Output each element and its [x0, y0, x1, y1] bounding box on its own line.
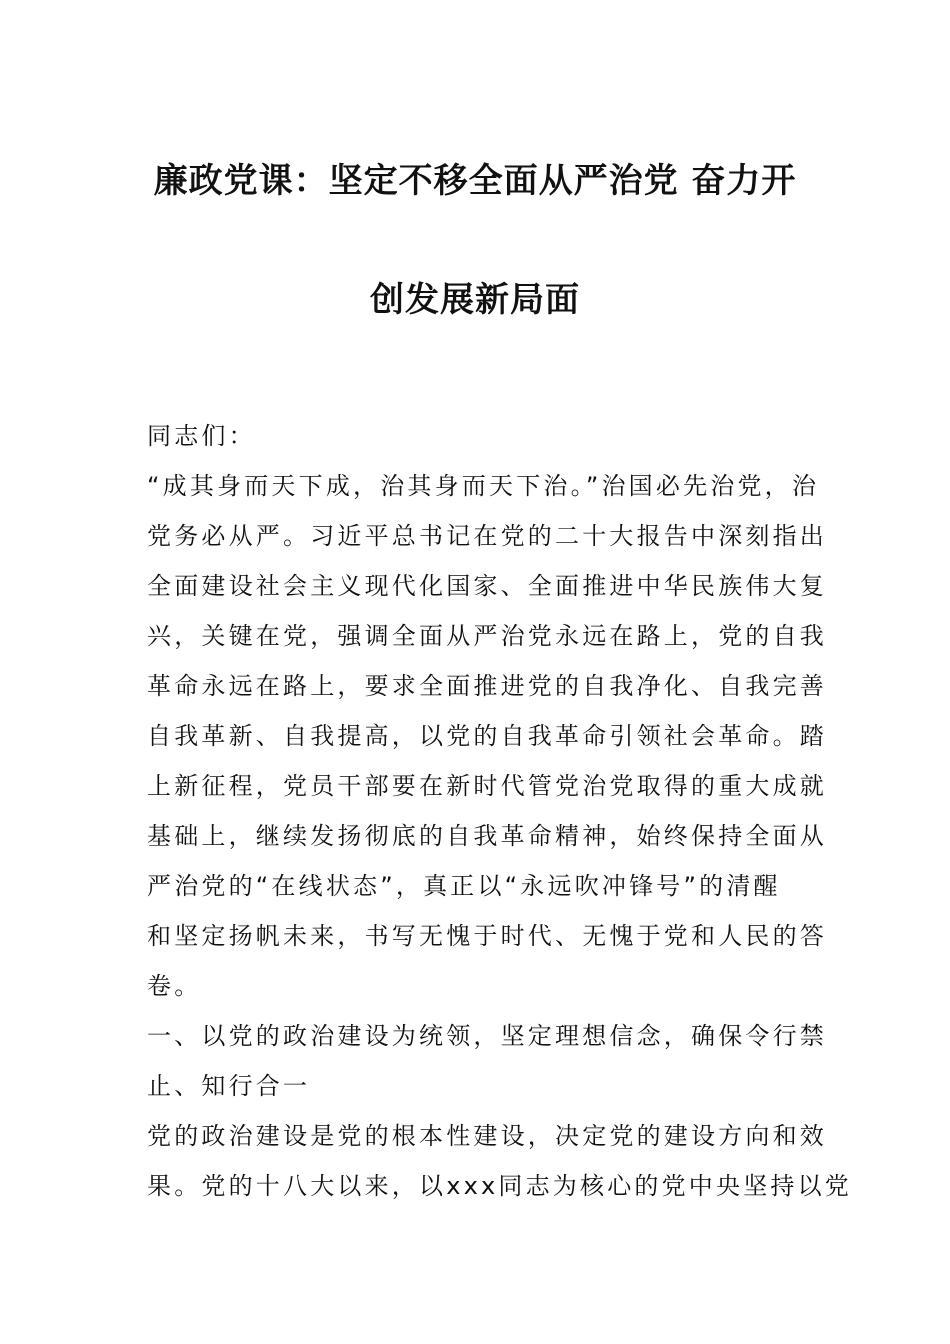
salutation: 同志们：: [147, 422, 256, 450]
body-line: 上新征程，党员干部要在新时代管党治党取得的重大成就: [147, 772, 827, 800]
body-line: 基础上，继续发扬彻底的自我革命精神，始终保持全面从: [147, 822, 827, 850]
body-line: 自我革新、自我提高，以党的自我革命引领社会革命。踏: [147, 722, 827, 750]
body-line: 全面建设社会主义现代化国家、全面推进中华民族伟大复: [147, 572, 827, 600]
body-line: 果。党的十八大以来，以xxx同志为核心的党中央坚持以党: [147, 1172, 853, 1200]
body-line: 党务必从严。习近平总书记在党的二十大报告中深刻指出: [147, 522, 827, 550]
body-line: “成其身而天下成，治其身而天下治。”治国必先治党，治: [147, 472, 820, 500]
section-heading-line: 一、以党的政治建设为统领，坚定理想信念，确保令行禁: [147, 1022, 827, 1050]
body-line: 兴，关键在党，强调全面从严治党永远在路上，党的自我: [147, 622, 827, 650]
document-title-line-1: 廉政党课：坚定不移全面从严治党 奋力开: [153, 161, 797, 201]
body-line: 革命永远在路上，要求全面推进党的自我净化、自我完善: [147, 672, 827, 700]
body-line: 卷。: [147, 972, 202, 1000]
document-body: [147, 411, 853, 1211]
body-line: 党的政治建设是党的根本性建设，决定党的建设方向和效: [147, 1122, 827, 1150]
body-line: 和坚定扬帆未来，书写无愧于时代、无愧于党和人民的答: [147, 922, 827, 950]
document-title-line-2: 创发展新局面: [370, 280, 580, 320]
section-heading-line: 止、知行合一: [147, 1072, 311, 1100]
body-line: 严治党的“在线状态”，真正以“永远吹冲锋号”的清醒: [147, 872, 781, 900]
